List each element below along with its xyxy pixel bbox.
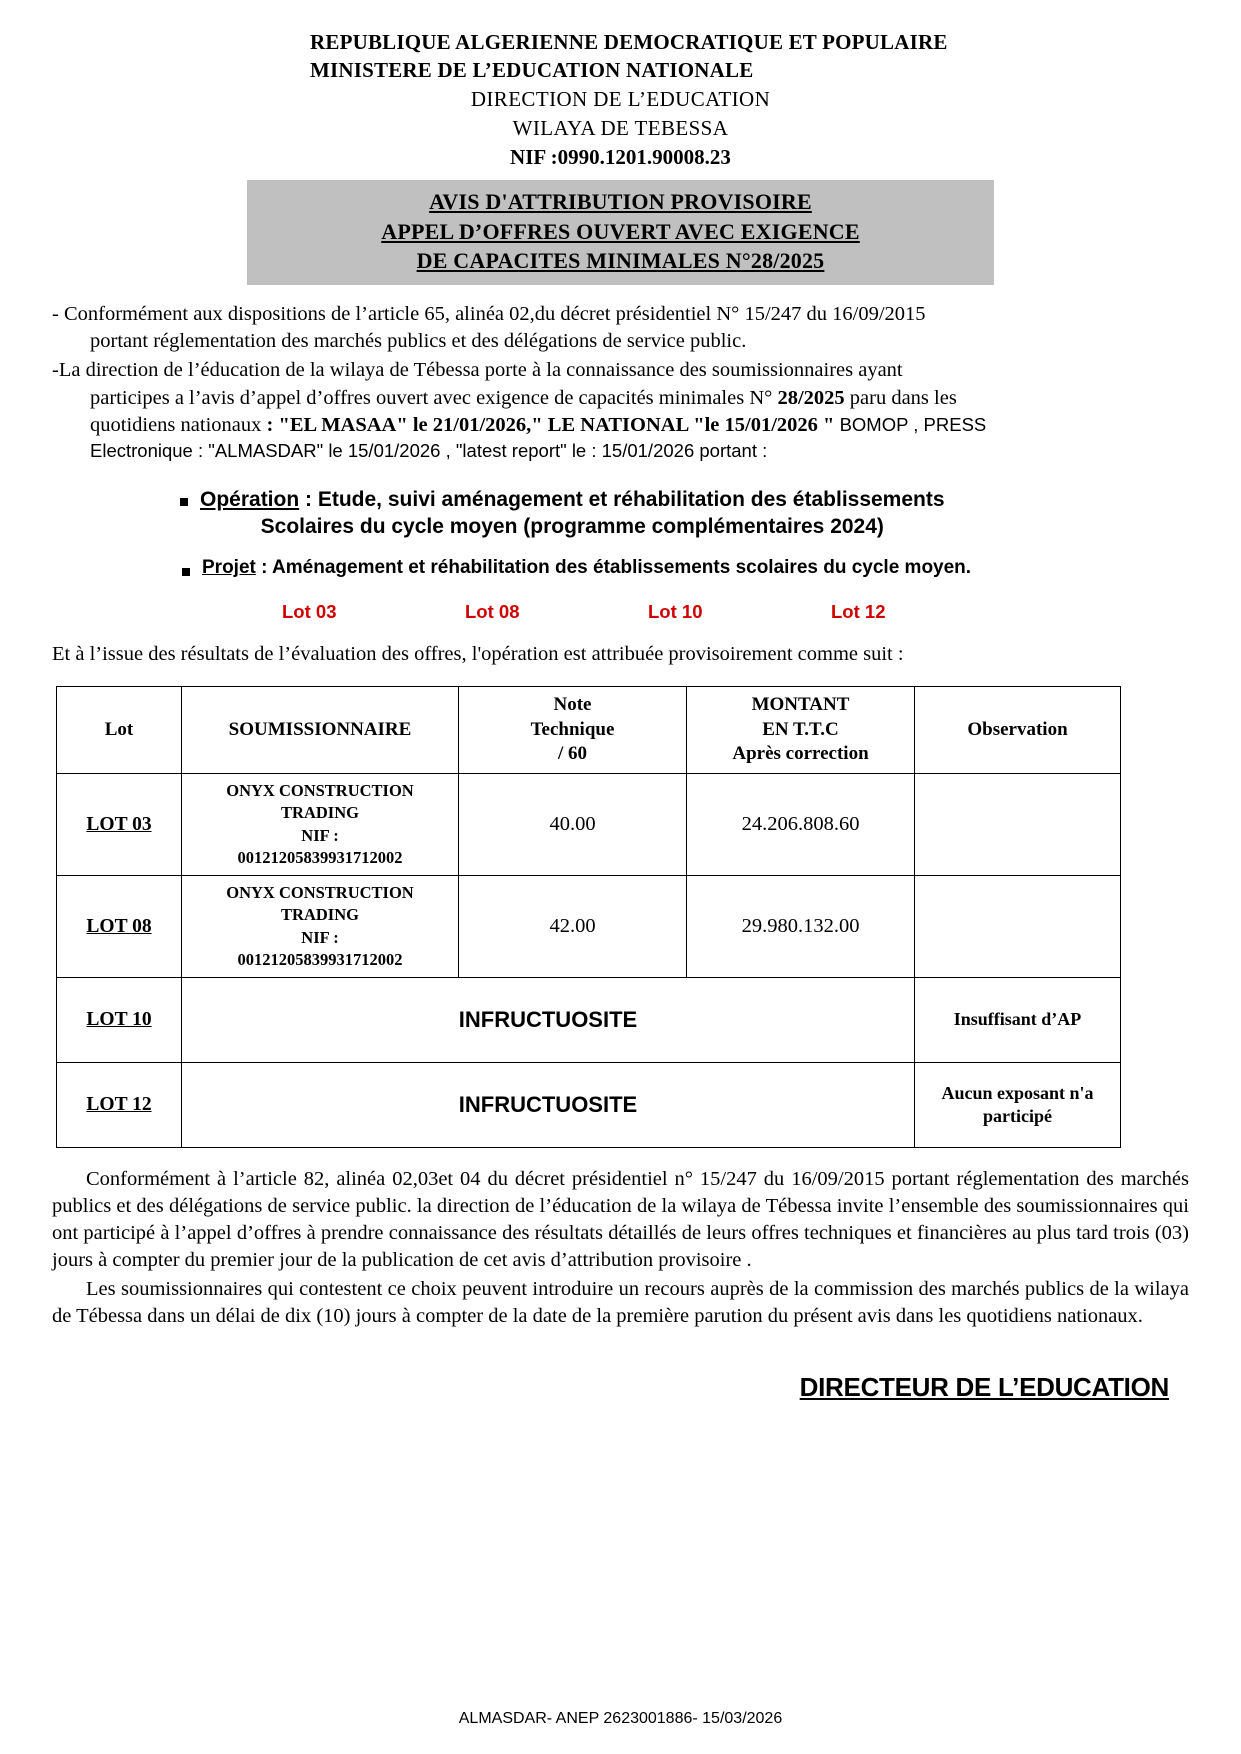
th-note-technique [459, 687, 687, 774]
header-line-ministry: MINISTERE DE L’EDUCATION NATIONALE [310, 58, 754, 83]
th-note-l3: / 60 [557, 743, 588, 765]
intro-p2-line2-text: participes a l’avis d’appel d’offres ouvert avec exigence de capacités minimales N° [90, 386, 778, 409]
lot-label-2: Lot 08 [465, 601, 520, 622]
row1-observation [915, 774, 1121, 876]
projet-bullet-row [52, 556, 1189, 581]
intro-p2-line2 [52, 385, 1189, 412]
th-note-l2: Technique [530, 718, 615, 740]
row2-montant: 29.980.132.00 [687, 876, 915, 978]
intro-paragraph-2 [52, 357, 1189, 463]
row2-soumissionnaire [182, 876, 459, 978]
row1-soumissionnaire [182, 774, 459, 876]
table-row [57, 876, 1121, 978]
operation-description-2: Scolaires du cycle moyen (programme complémentaires 2024) [260, 515, 884, 539]
row2-note: 42.00 [459, 876, 687, 978]
document-header [52, 28, 1189, 170]
table-header-row [57, 687, 1121, 774]
intro-p1-line1: - Conformément aux dispositions de l’article 65, alinéa 02,du décret présidentiel N° 15/247 du 16/09/2015 [52, 302, 926, 325]
header-line-wilaya: WILAYA DE TEBESSA [512, 116, 729, 141]
row1-soum-l1: ONYX CONSTRUCTION [226, 781, 414, 801]
intro-p2-line1: -La direction de l’éducation de la wilaya de Tébessa porte à la connaissance des soumissionnaires ayant [52, 359, 903, 382]
lot-label-3: Lot 10 [648, 601, 703, 622]
table-row [57, 774, 1121, 876]
row1-soum-l4: 00121205839931712002 [237, 847, 403, 867]
row4-status: INFRUCTUOSITE [182, 1063, 915, 1148]
row4-obs-l2: participé [983, 1106, 1052, 1127]
intro-p2-line4: Electronique : "ALMASDAR" le 15/01/2026 , "latest report" le : 15/01/2026 portant : [90, 440, 768, 462]
operation-label: Opération [200, 487, 300, 511]
operation-description: : Etude, suivi aménagement et réhabilitation des établissements [299, 487, 945, 511]
row2-lot: LOT 08 [57, 876, 182, 978]
row1-soum-l2: TRADING [281, 803, 359, 823]
intro-p2-line2-tail: paru dans les [844, 386, 957, 409]
newspapers-list: : "EL MASAA" le 21/01/2026," LE NATIONAL "le 15/01/2026 " [261, 413, 835, 436]
closing-section [52, 1166, 1189, 1330]
lots-row [52, 601, 1189, 623]
header-line-republic: REPUBLIQUE ALGERIENNE DEMOCRATIQUE ET POPULAIRE [310, 30, 948, 54]
th-lot: Lot [57, 687, 182, 774]
row2-soum-l1: ONYX CONSTRUCTION [226, 883, 414, 903]
newspapers-label: quotidiens nationaux [90, 413, 262, 436]
evaluation-intro-line: Et à l’issue des résultats de l’évaluation des offres, l'opération est attribuée provisoirement comme suit : [52, 643, 904, 665]
row1-montant: 24.206.808.60 [687, 774, 915, 876]
tender-number: 28/2025 [777, 386, 845, 409]
attribution-table [56, 686, 1121, 1148]
operation-text [200, 486, 945, 541]
title-line-2: APPEL D’OFFRES OUVERT AVEC EXIGENCE [381, 218, 860, 244]
row1-note: 40.00 [459, 774, 687, 876]
projet-text [202, 556, 971, 581]
header-nif: NIF :0990.1201.90008.23 [510, 145, 731, 170]
closing-paragraph-2: Les soumissionnaires qui contestent ce choix peuvent introduire un recours auprès de la commission des marchés publics de la wilaya de Tébessa dans un délai de dix (10) jours à compter de la date de la première parution du présent avis dans les quotidiens nationaux. [52, 1278, 1189, 1328]
intro-paragraph-1 [52, 301, 1189, 356]
th-soumissionnaire: SOUMISSIONNAIRE [182, 687, 459, 774]
row2-soum-l4: 00121205839931712002 [237, 949, 403, 969]
header-line-direction: DIRECTION DE L’EDUCATION [470, 86, 771, 111]
row4-obs-l1: Aucun exposant n'a [941, 1082, 1094, 1103]
lot-label-1: Lot 03 [282, 601, 337, 622]
th-montant [687, 687, 915, 774]
row2-soum-l3: NIF : [301, 927, 339, 947]
bullets-section [52, 486, 1189, 581]
row1-soum-l3: NIF : [301, 825, 339, 845]
projet-label: Projet [202, 557, 256, 579]
closing-paragraph-1: Conformément à l’article 82, alinéa 02,03et 04 du décret présidentiel n° 15/247 du 16/09/2015 portant réglementation des marchés publics et des délégations de service public. la direction de l’éducation de la wilaya de Tébessa invite l’ensemble des soumissionnaires qui ont participé à l’appel d’offres à prendre connaissance des résultats détaillés de leurs offres techniques et financières au plus tard trois (03) jours à compter du premier jour de la publication de cet avis d’attribution provisoire . [52, 1168, 1189, 1272]
signature-title: DIRECTEUR DE L’EDUCATION [799, 1372, 1169, 1403]
square-bullet-icon [182, 568, 190, 576]
notice-title-box [247, 180, 994, 284]
title-line-1: AVIS D'ATTRIBUTION PROVISOIRE [429, 189, 812, 215]
table-row [57, 1063, 1121, 1148]
th-observation: Observation [915, 687, 1121, 774]
operation-bullet-row [52, 486, 1189, 541]
intro-p2-line3 [52, 412, 1189, 439]
row4-observation [915, 1063, 1121, 1148]
lot-label-4: Lot 12 [831, 601, 886, 622]
table-row [57, 978, 1121, 1063]
row3-lot: LOT 10 [57, 978, 182, 1063]
th-note-l1: Note [553, 694, 592, 715]
projet-description: : Aménagement et réhabilitation des établissements scolaires du cycle moyen. [255, 557, 972, 579]
th-montant-l2: EN T.T.C [762, 718, 839, 740]
square-bullet-icon [180, 498, 188, 506]
row3-status: INFRUCTUOSITE [182, 978, 915, 1063]
row3-observation: Insuffisant d’AP [915, 978, 1121, 1063]
page-footer: ALMASDAR- ANEP 2623001886- 15/03/2026 [458, 1710, 783, 1727]
title-line-3: DE CAPACITES MINIMALES N°28/2025 [416, 248, 825, 274]
row2-observation [915, 876, 1121, 978]
row2-soum-l2: TRADING [281, 905, 359, 925]
th-montant-l3: Après correction [732, 743, 869, 765]
intro-p1-line2: portant réglementation des marchés publics et des délégations de service public. [90, 330, 747, 353]
row1-lot: LOT 03 [57, 774, 182, 876]
row4-lot: LOT 12 [57, 1063, 182, 1148]
th-montant-l1: MONTANT [751, 694, 850, 715]
newspapers-tail: BOMOP , PRESS [834, 413, 987, 435]
